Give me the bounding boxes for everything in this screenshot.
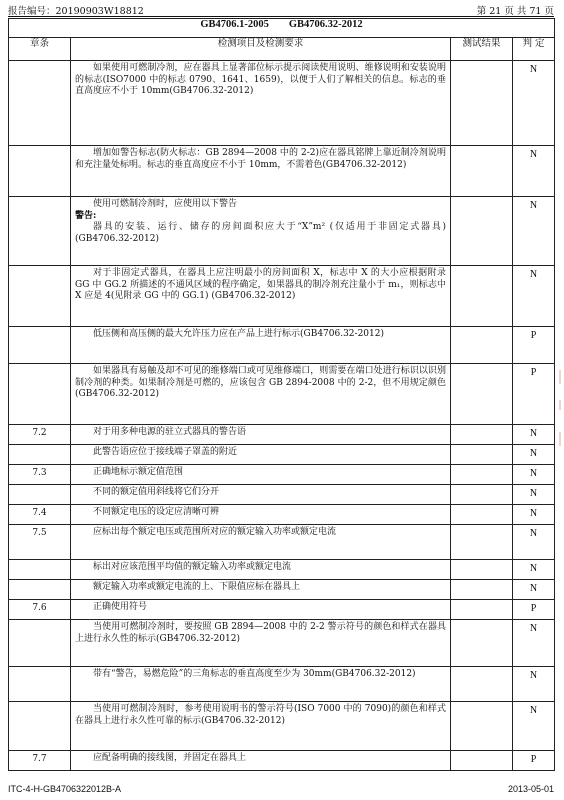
requirement-cell bbox=[71, 465, 451, 485]
verdict-cell: N bbox=[513, 146, 555, 197]
table-row bbox=[9, 61, 555, 146]
column-header-row bbox=[9, 38, 555, 61]
clause-cell bbox=[9, 327, 71, 364]
requirement-cell bbox=[71, 425, 451, 445]
report-number: 报告编号：20190903W18812 bbox=[8, 6, 144, 17]
result-cell bbox=[451, 580, 513, 600]
footer-date: 2013-05-01 bbox=[507, 784, 554, 794]
table-row bbox=[9, 751, 555, 771]
requirement-text: 带有“警告，易燃危险”的三角标志的垂直高度至少为 30mm(GB4706.32-2012) bbox=[93, 669, 416, 679]
clause-cell bbox=[9, 364, 71, 425]
clause-cell: 7.7 bbox=[9, 751, 71, 771]
standard-title-row bbox=[9, 19, 555, 38]
clause-cell: 7.3 bbox=[9, 465, 71, 485]
requirement-cell bbox=[71, 667, 451, 702]
clause-cell bbox=[9, 485, 71, 505]
requirement-text: 增加如警告标志(防火标志：GB 2894—2008 中的 2-2)应在器具铭牌上靠近制冷剂说明和充注量处标明。标志的垂直高度应不小于 10mm，不需着色(GB4706.32-2012) bbox=[75, 148, 446, 170]
clause-cell bbox=[9, 61, 71, 146]
requirement-text: 此警告语应位于接线端子罩盖的附近 bbox=[93, 447, 238, 457]
result-cell bbox=[451, 485, 513, 505]
table-row bbox=[9, 667, 555, 702]
result-cell bbox=[451, 197, 513, 266]
verdict-cell: N bbox=[513, 485, 555, 505]
requirement-cell bbox=[71, 505, 451, 525]
warning-label: 警告: bbox=[75, 210, 97, 221]
result-cell bbox=[451, 465, 513, 485]
clause-cell bbox=[9, 197, 71, 266]
table-row bbox=[9, 364, 555, 425]
result-cell bbox=[451, 525, 513, 560]
verdict-cell: N bbox=[513, 580, 555, 600]
requirement-text: 对于非固定式器具，在器具上应注明最小的房间面积 X，标志中 X 的大小应根据附录 GG 中 GG.2 所描述的不通风区域的程序确定，如果器具的制冷剂充注量小于 m₁，则标志中 X 应是 4(见附录 GG 中的 GG.1) (GB4706.32-2012) bbox=[75, 268, 446, 301]
requirement-text: 低压侧和高压侧的最大允许压力应在产品上进行标示(GB4706.32-2012) bbox=[93, 329, 384, 339]
clause-cell: 7.4 bbox=[9, 505, 71, 525]
table-row bbox=[9, 600, 555, 620]
requirement-text: 不同额定电压的设定应清晰可辨 bbox=[93, 507, 220, 517]
result-cell bbox=[451, 667, 513, 702]
standard-title bbox=[9, 19, 555, 38]
test-table bbox=[8, 18, 555, 771]
result-cell bbox=[451, 702, 513, 751]
page-footer bbox=[8, 784, 554, 798]
verdict-cell: N bbox=[513, 667, 555, 702]
col-header-verdict: 判 定 bbox=[513, 38, 555, 61]
requirement-cell bbox=[71, 620, 451, 667]
requirement-cell bbox=[71, 560, 451, 580]
verdict-cell: N bbox=[513, 620, 555, 667]
table-row bbox=[9, 485, 555, 505]
table-row bbox=[9, 505, 555, 525]
table-row bbox=[9, 266, 555, 327]
requirement-text: 不同的额定值用斜线将它们分开 bbox=[93, 487, 220, 497]
result-cell bbox=[451, 266, 513, 327]
result-cell bbox=[451, 751, 513, 771]
requirement-text: 应标出每个额定电压或范围所对应的额定输入功率或额定电流 bbox=[93, 527, 337, 537]
requirement-text: 使用可燃制冷剂时，应使用以下警告 bbox=[93, 199, 238, 209]
result-cell bbox=[451, 600, 513, 620]
clause-cell bbox=[9, 445, 71, 465]
clause-cell: 7.6 bbox=[9, 600, 71, 620]
table-row bbox=[9, 620, 555, 667]
verdict-cell: N bbox=[513, 445, 555, 465]
standard-title-left: GB4706.1-2005 bbox=[200, 19, 269, 30]
table-row bbox=[9, 580, 555, 600]
requirement-text: 如果使用可燃制冷剂，应在器具上显著部位标示提示阅读使用说明、维修说明和安装说明的标志(ISO7000 中的标志 0790、1641、1659)，以便于人们了解相关的信息。标志的垂直高度应不小于 10mm(GB4706.32-2012) bbox=[75, 63, 446, 96]
page-header bbox=[8, 3, 554, 17]
table-row bbox=[9, 445, 555, 465]
verdict-cell: N bbox=[513, 197, 555, 266]
requirement-text: 标出对应该范围平均值的额定输入功率或额定电流 bbox=[93, 562, 292, 572]
requirement-text: 应配备明确的接线图，并固定在器具上 bbox=[93, 753, 247, 763]
clause-cell bbox=[9, 702, 71, 751]
requirement-cell bbox=[71, 197, 451, 266]
clause-cell bbox=[9, 620, 71, 667]
verdict-cell: N bbox=[513, 702, 555, 751]
verdict-cell: P bbox=[513, 600, 555, 620]
verdict-cell: N bbox=[513, 525, 555, 560]
margin-mark bbox=[557, 370, 563, 450]
requirement-cell bbox=[71, 702, 451, 751]
requirement-cell bbox=[71, 580, 451, 600]
result-cell bbox=[451, 425, 513, 445]
warning-text: 器具的安装、运行、储存的房间面积应大于“X”m² (仅适用于非固定式器具) (GB4706.32-2012) bbox=[75, 222, 446, 244]
requirement-text: 正确地标示额定值范围 bbox=[93, 467, 184, 477]
requirement-cell bbox=[71, 146, 451, 197]
requirement-cell bbox=[71, 600, 451, 620]
header-rule bbox=[8, 16, 554, 17]
result-cell bbox=[451, 364, 513, 425]
verdict-cell: P bbox=[513, 751, 555, 771]
table-row bbox=[9, 525, 555, 560]
col-header-clause: 章条 bbox=[9, 38, 71, 61]
col-header-item: 检测项目及检测要求 bbox=[71, 38, 451, 61]
verdict-cell: P bbox=[513, 327, 555, 364]
page-info: 第 21 页 共 71 页 bbox=[476, 6, 554, 17]
verdict-cell: N bbox=[513, 266, 555, 327]
result-cell bbox=[451, 146, 513, 197]
table-row bbox=[9, 425, 555, 445]
table-row bbox=[9, 197, 555, 266]
requirement-cell bbox=[71, 364, 451, 425]
requirement-cell bbox=[71, 525, 451, 560]
clause-cell: 7.2 bbox=[9, 425, 71, 445]
verdict-cell: N bbox=[513, 505, 555, 525]
verdict-cell: N bbox=[513, 465, 555, 485]
verdict-cell: N bbox=[513, 560, 555, 580]
result-cell bbox=[451, 327, 513, 364]
table-row bbox=[9, 702, 555, 751]
table-row bbox=[9, 465, 555, 485]
result-cell bbox=[451, 560, 513, 580]
verdict-cell: P bbox=[513, 364, 555, 425]
result-cell bbox=[451, 445, 513, 465]
result-cell bbox=[451, 61, 513, 146]
requirement-cell bbox=[71, 485, 451, 505]
requirement-cell bbox=[71, 327, 451, 364]
clause-cell bbox=[9, 146, 71, 197]
table-row bbox=[9, 146, 555, 197]
requirement-cell bbox=[71, 751, 451, 771]
result-cell bbox=[451, 620, 513, 667]
requirement-text: 如果器具有易触及却不可见的维修端口或可见维修端口，则需要在端口处进行标识以识别制冷剂的种类。如果制冷剂是可燃的，应该包含 GB 2894-2008 中的 2-2，但不用规定颜色(GB4706.32-2012) bbox=[75, 366, 446, 399]
requirement-text: 对于用多种电源的驻立式器具的警告语 bbox=[93, 427, 247, 437]
clause-cell: 7.5 bbox=[9, 525, 71, 560]
verdict-cell: N bbox=[513, 425, 555, 445]
table-row bbox=[9, 560, 555, 580]
clause-cell bbox=[9, 266, 71, 327]
requirement-cell bbox=[71, 266, 451, 327]
requirement-text: 额定输入功率或额定电流的上、下限值应标在器具上 bbox=[93, 582, 301, 592]
col-header-result: 测试结果 bbox=[451, 38, 513, 61]
clause-cell bbox=[9, 560, 71, 580]
requirement-cell bbox=[71, 61, 451, 146]
result-cell bbox=[451, 505, 513, 525]
table-row bbox=[9, 327, 555, 364]
requirement-text: 当使用可燃制冷剂时，参考使用说明书的警示符号(ISO 7000 中的 7090)的颜色和样式在器具上进行永久性可靠的标示(GB4706.32-2012) bbox=[75, 704, 446, 726]
clause-cell bbox=[9, 667, 71, 702]
verdict-cell: N bbox=[513, 61, 555, 146]
clause-cell bbox=[9, 580, 71, 600]
standard-title-right: GB4706.32-2012 bbox=[288, 19, 363, 30]
requirement-text: 正确使用符号 bbox=[93, 602, 148, 612]
requirement-cell bbox=[71, 445, 451, 465]
document-code: ITC-4-H-GB4706322012B-A bbox=[8, 784, 122, 794]
requirement-text: 当使用可燃制冷剂时，要按照 GB 2894—2008 中的 2-2 警示符号的颜色和样式在器具上进行永久性的标示(GB4706.32-2012) bbox=[75, 622, 446, 644]
